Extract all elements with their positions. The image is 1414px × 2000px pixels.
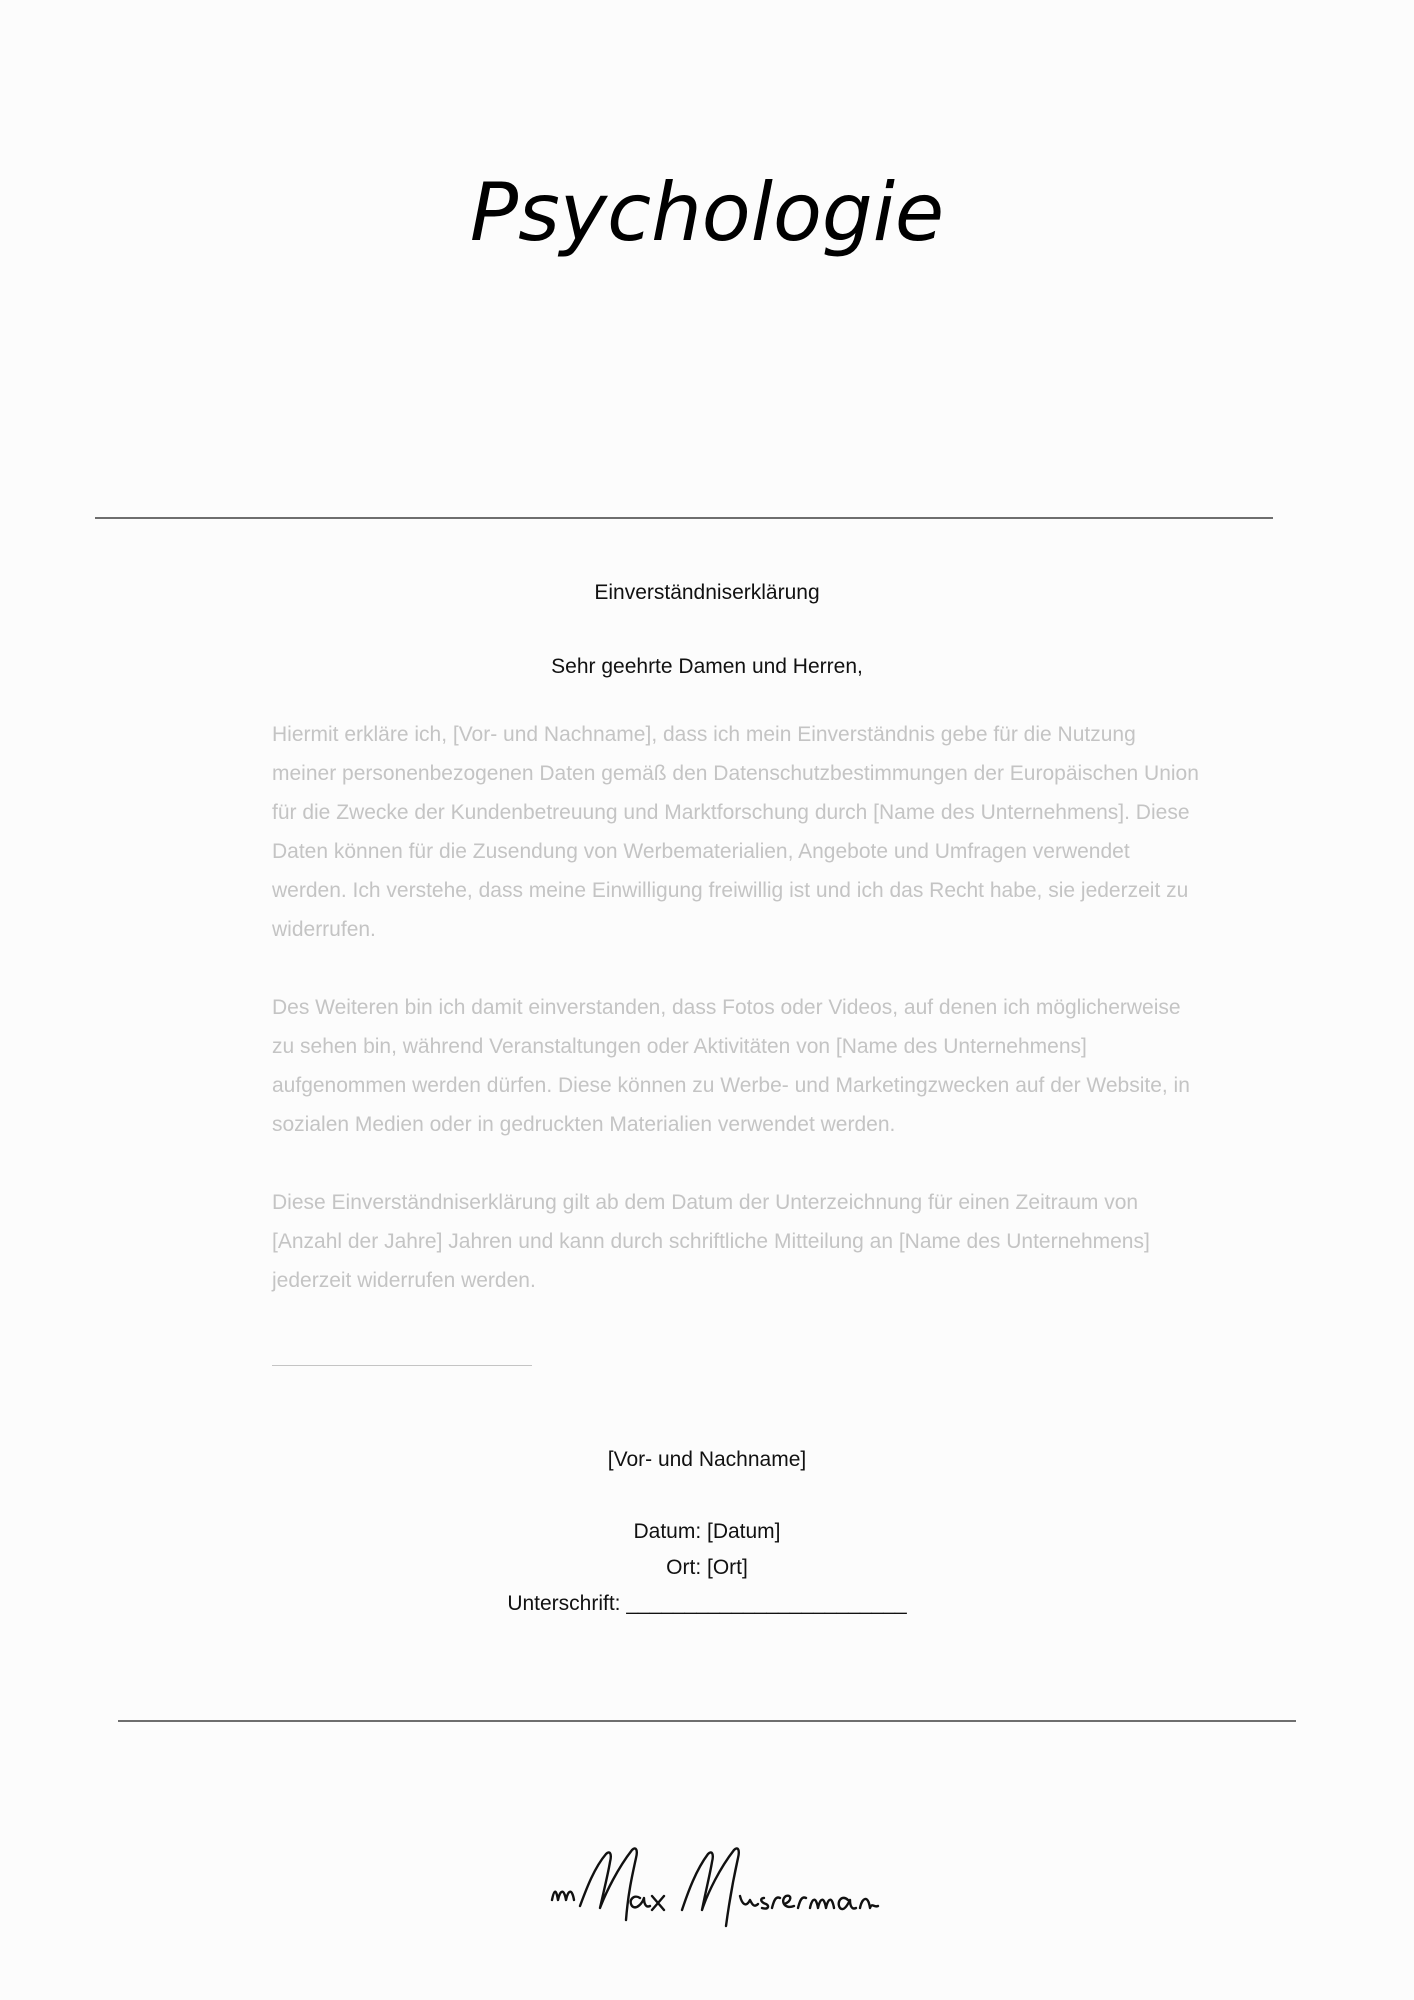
body-text (272, 715, 1202, 1300)
document-title: Einverständniserklärung (594, 581, 820, 604)
signer-name: [Vor- und Nachname] (607, 1448, 807, 1471)
page-title: Psychologie (469, 166, 945, 259)
paragraph-consent-media: Des Weiteren bin ich damit einverstanden, dass Fotos oder Videos, auf denen ich möglicherweise zu sehen bin, während Veranstaltungen oder Aktivitäten von [Name des Unternehmens] aufgenommen werden dürfen. Diese können zu Werbe- und Marketingzwecken auf der Website, in sozialen Medien oder in gedruckten Materialien verwendet werden. (272, 996, 1190, 1136)
handwritten-signature (540, 1828, 920, 1938)
date-field: Datum: [Datum] (633, 1520, 781, 1543)
paragraph-consent-data: Hiermit erkläre ich, [Vor- und Nachname], dass ich mein Einverständnis gebe für die Nutzung meiner personenbezogenen Daten gemäß den Datenschutzbestimmungen der Europäischen Union für die Zwecke der Kundenbetreuung und Marktforschung durch [Name des Unternehmens]. Diese Daten können für die Zusendung von Werbematerialien, Angebote und Umfragen verwendet werden. Ich verstehe, dass meine Einwilligung freiwillig ist und ich das Recht habe, sie jederzeit zu widerrufen. (272, 723, 1199, 941)
paragraph-validity: Diese Einverständniserklärung gilt ab dem Datum der Unterzeichnung für einen Zeitraum von [Anzahl der Jahre] Jahren und kann durch schriftliche Mitteilung an [Name des Unternehmens] jederzeit widerrufen werden. (272, 1191, 1150, 1292)
place-field: Ort: [Ort] (666, 1556, 748, 1579)
short-divider (272, 1365, 532, 1366)
signature-field: Unterschrift: ________________________ (507, 1592, 907, 1615)
salutation: Sehr geehrte Damen und Herren, (551, 655, 863, 678)
top-divider (95, 517, 1273, 519)
bottom-divider (118, 1720, 1296, 1722)
